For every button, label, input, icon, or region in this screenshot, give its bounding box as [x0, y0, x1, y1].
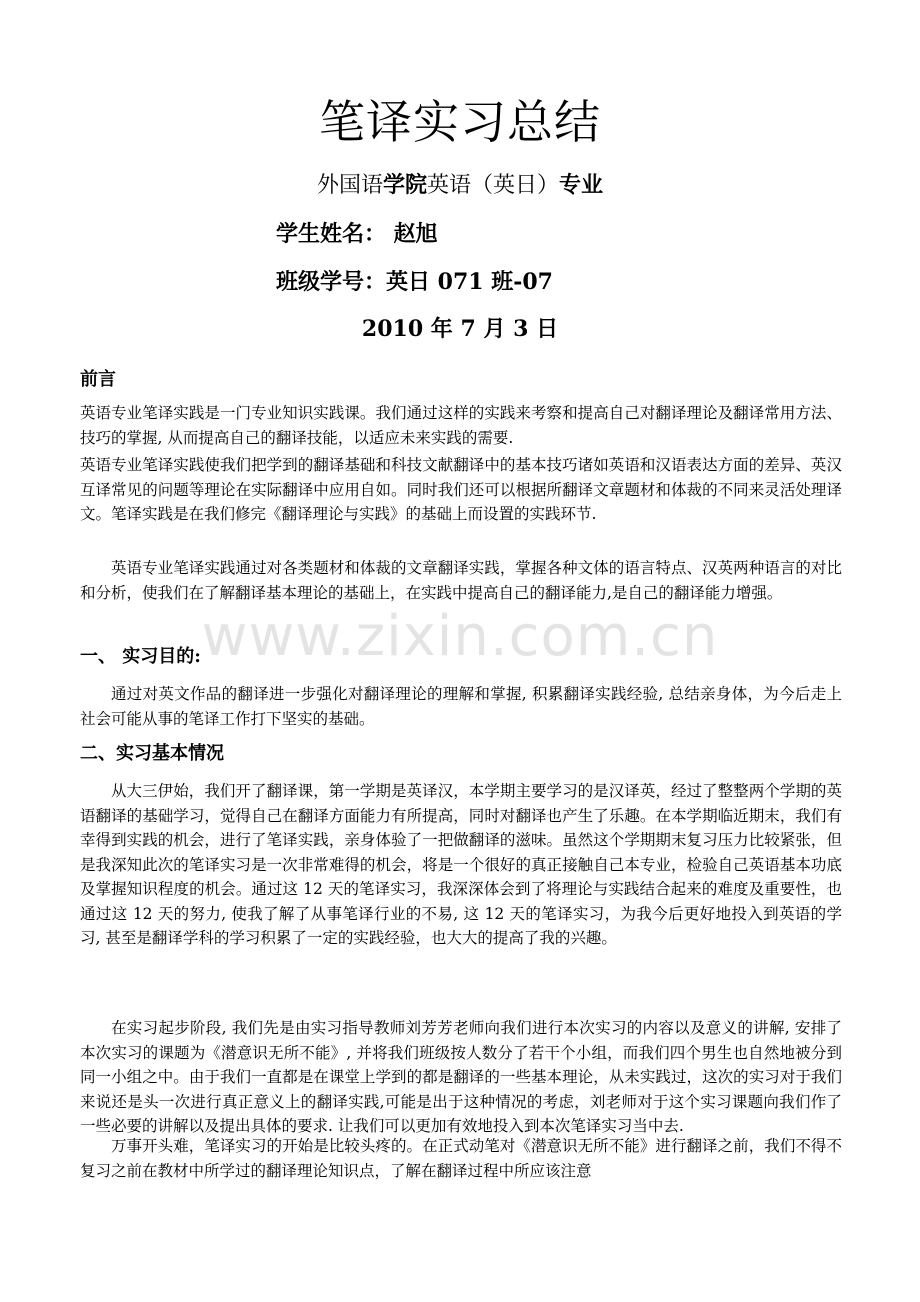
section-2-paragraph-3: 万事开头难，笔译实习的开始是比较头疼的。在正式动笔对《潜意识无所不能》进行翻译之前，我们不得不复习之前在教材中所学过的翻译理论知识点，了解在翻译过程中所应该注意 — [80, 1137, 842, 1180]
preface-paragraph-3: 英语专业笔译实践通过对各类题材和体裁的文章翻译实践，掌握各种文体的语言特点、汉英两种语言的对比和分析，使我们在了解翻译基本理论的基础上，在实践中提高自己的翻译能力,是自己的翻译能力增强。 — [80, 559, 842, 602]
section-2-paragraph-1: 从大三伊始，我们开了翻译课，第一学期是英译汉，本学期主要学习的是汉译英，经过了整整两个学期的英语翻译的基础学习，觉得自己在翻译方面能力有所提高，同时对翻译也产生了乐趣。在本学期临近期末，我们有幸得到实践的机会，进行了笔译实践，亲身体验了一把做翻译的滋味。虽然这个学期期末复习压力比较紧张，但是我深知此次的笔译实习是一次非常难得的机会，将是一个很好的真正接触自己本专业，检验自己英语基本功底及掌握知识程度的机会。通过这 12 天的笔译实习，我深深体会到了将理论与实践结合起来的难度及重要性，也通过这 12 天的努力, 使我了解了从事笔译行业的不易, 这 12 天的笔译实习，为我今后更好地投入到英语的学习, 甚至是翻译学科的学习积累了一定的实践经验，也大大的提高了我的兴趣。 — [80, 782, 842, 947]
department-part-4: 专业 — [559, 172, 604, 198]
department-part-1: 外国语 — [316, 173, 383, 198]
class-number-line: 班级学号：英日 071 班-07 — [276, 269, 553, 295]
student-name-line: 学生姓名： 赵旭 — [276, 221, 438, 247]
section-1-paragraph: 通过对英文作品的翻译进一步强化对翻译理论的理解和掌握, 积累翻译实践经验, 总结亲身体，为今后走上社会可能从事的笔译工作打下坚实的基础。 — [80, 685, 842, 728]
watermark: www.zixin.com.cn — [201, 604, 719, 669]
section-1-heading: 一、 实习目的: — [80, 646, 201, 667]
section-2-heading: 二、实习基本情况 — [80, 743, 224, 764]
document-title: 笔译实习总结 — [319, 95, 601, 149]
preface-paragraph-1: 英语专业笔译实践是一门专业知识实践课。我们通过这样的实践来考察和提高自己对翻译理论及翻译常用方法、技巧的掌握, 从而提高自己的翻译技能，以适应未来实践的需要. — [80, 404, 842, 447]
preface-heading: 前言 — [80, 369, 116, 390]
date-line: 2010 年 7 月 3 日 — [361, 316, 559, 342]
department-part-2: 学院 — [382, 172, 427, 198]
department-line — [0, 168, 920, 203]
department-part-3: 英语（英日） — [427, 173, 560, 198]
preface-paragraph-2: 英语专业笔译实践使我们把学到的翻译基础和科技文献翻译中的基本技巧诸如英语和汉语表达方面的差异、英汉互译常见的问题等理论在实际翻译中应用自如。同时我们还可以根据所翻译文章题材和体裁的不同来灵活处理译文。笔译实践是在我们修完《翻译理论与实践》的基础上而设置的实践环节. — [80, 456, 842, 523]
section-2-paragraph-2: 在实习起步阶段, 我们先是由实习指导教师刘芳芳老师向我们进行本次实习的内容以及意义的讲解, 安排了本次实习的课题为《潜意识无所不能》, 并将我们班级按人数分了若干个小组，而我们四个男生也自然地被分到同一小组之中。由于我们一直都是在课堂上学到的都是翻译的一些基本理论，从未实践过，这次的实习对于我们来说还是头一次进行真正意义上的翻译实践,可能是出于这种情况的考虑，刘老师对于这个实习课题向我们作了一些必要的讲解以及提出具体的要求. 让我们可以更加有效地投入到本次笔译实习当中去. — [80, 1019, 842, 1135]
